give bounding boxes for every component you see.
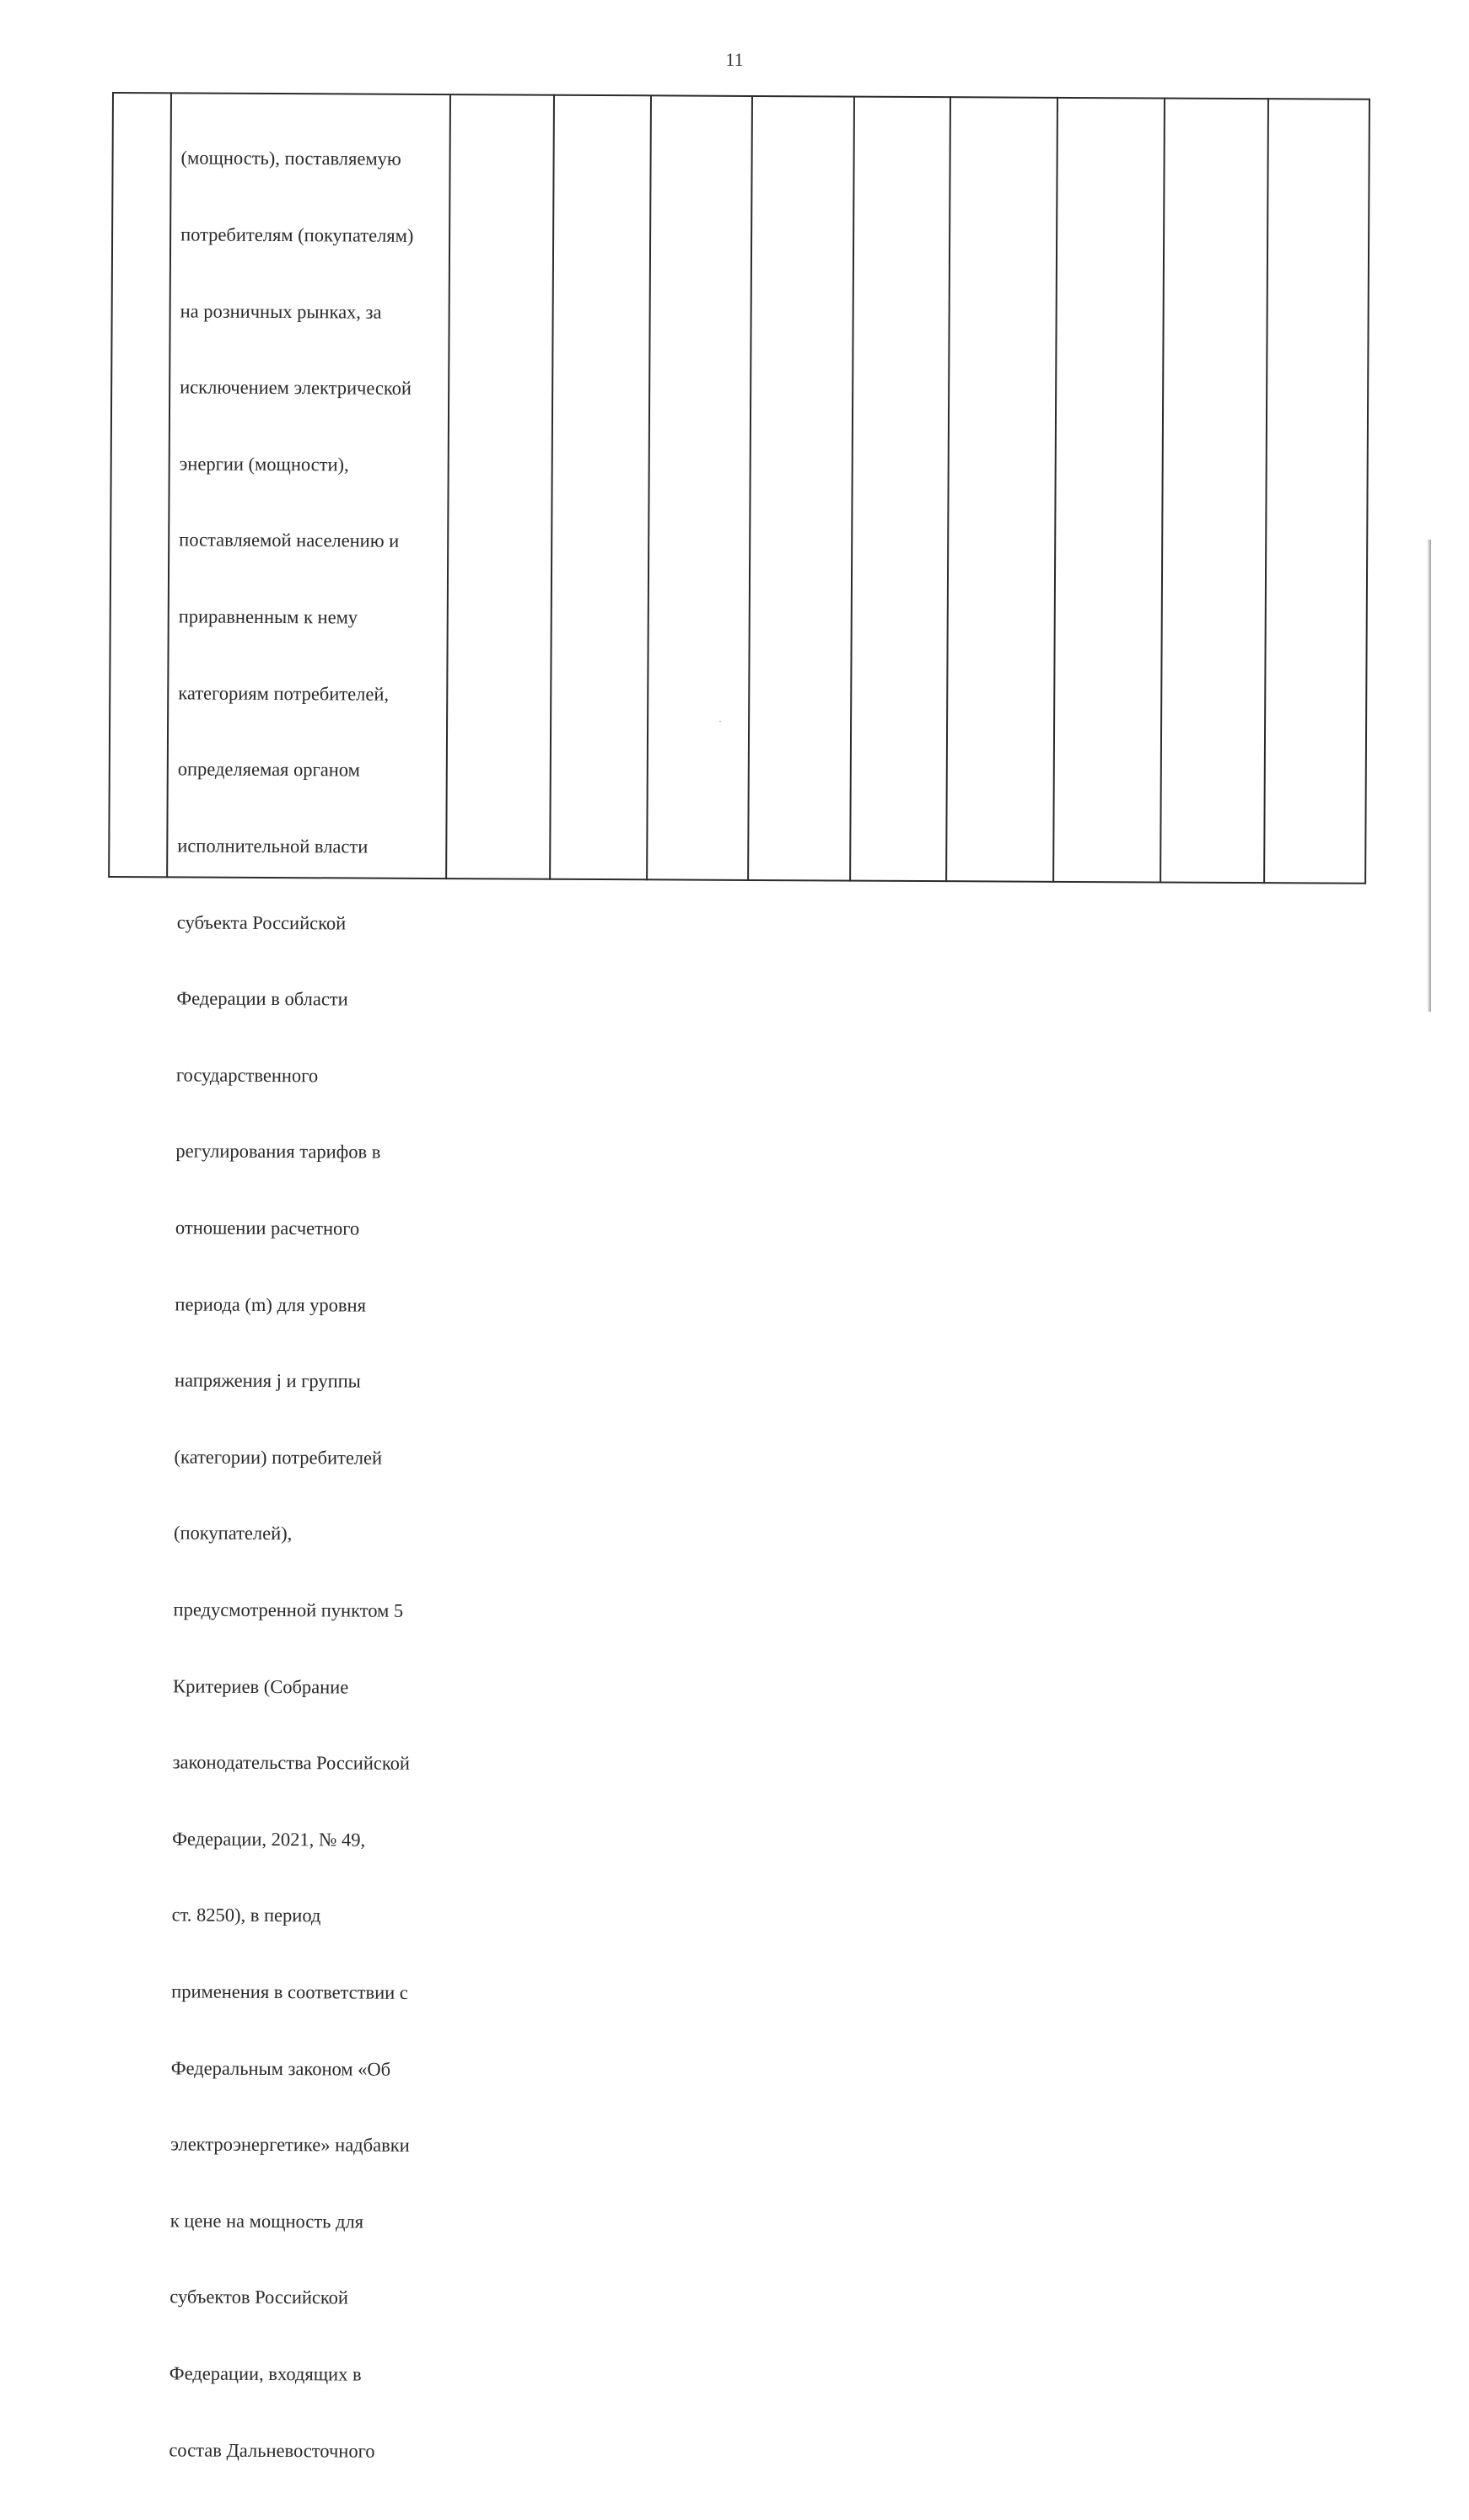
cell-line: на розничных рынках, за	[180, 300, 382, 323]
cell-line: (покупателей),	[173, 1522, 293, 1545]
cell-line: приравненным к нему	[178, 605, 358, 628]
column-divider	[166, 92, 172, 878]
cell-line: (категории) потребителей	[174, 1446, 383, 1469]
cell-line: субъектов Российской	[170, 2286, 349, 2308]
cell-line: электроэнергетике» надбавки	[170, 2133, 410, 2157]
column-divider	[747, 95, 753, 881]
column-divider	[1052, 97, 1058, 883]
cell-line: (мощность), поставляемую	[180, 147, 401, 170]
cell-line: применения в соответствии с	[171, 1980, 408, 2003]
cell-line: законодательства Российской	[172, 1751, 411, 1775]
cell-line: государственного	[175, 1064, 319, 1087]
cell-line: ст. 8250), в период	[171, 1904, 321, 1926]
cell-line: напряжения j и группы	[174, 1369, 361, 1392]
column-divider	[549, 94, 555, 880]
cell-line: исключением электрической	[180, 376, 412, 400]
cell-line: поставляемой населению и	[179, 529, 400, 552]
cell-line: исполнительной власти	[177, 835, 369, 857]
cell-line: Федерации, входящих в	[169, 2362, 362, 2385]
column-divider	[646, 94, 652, 880]
cell-line: категориям потребителей,	[178, 682, 390, 705]
cell-line: Критериев (Собрание	[173, 1674, 349, 1698]
cell-line: периода (m) для уровня	[175, 1292, 367, 1316]
cell-line: отношении расчетного	[175, 1217, 360, 1239]
page-number: 11	[725, 49, 744, 70]
description-cell	[169, 94, 456, 2515]
column-divider	[1263, 98, 1269, 884]
cell-line: субъекта Российской	[176, 911, 347, 933]
cell-line: Федерации в области	[176, 987, 348, 1010]
column-divider	[849, 96, 855, 882]
cell-line: определяемая органом	[177, 758, 360, 781]
cell-line: энергии (мощности),	[179, 453, 349, 476]
cell-line: регулирования тарифов в	[175, 1140, 381, 1163]
cell-line: предусмотренной пунктом 5	[173, 1599, 404, 1621]
scan-speck	[719, 721, 721, 722]
column-divider	[945, 96, 951, 882]
cell-line: Федеральным законом «Об	[170, 2057, 391, 2080]
cell-line: Федерации, 2021, № 49,	[172, 1828, 366, 1851]
column-divider	[1160, 98, 1165, 884]
cell-line: состав Дальневосточного	[169, 2439, 375, 2462]
data-table	[108, 92, 1370, 2462]
cell-line: потребителям (покупателям)	[180, 223, 414, 246]
scan-edge	[1427, 540, 1431, 1012]
cell-line: к цене на мощность для	[170, 2210, 364, 2233]
